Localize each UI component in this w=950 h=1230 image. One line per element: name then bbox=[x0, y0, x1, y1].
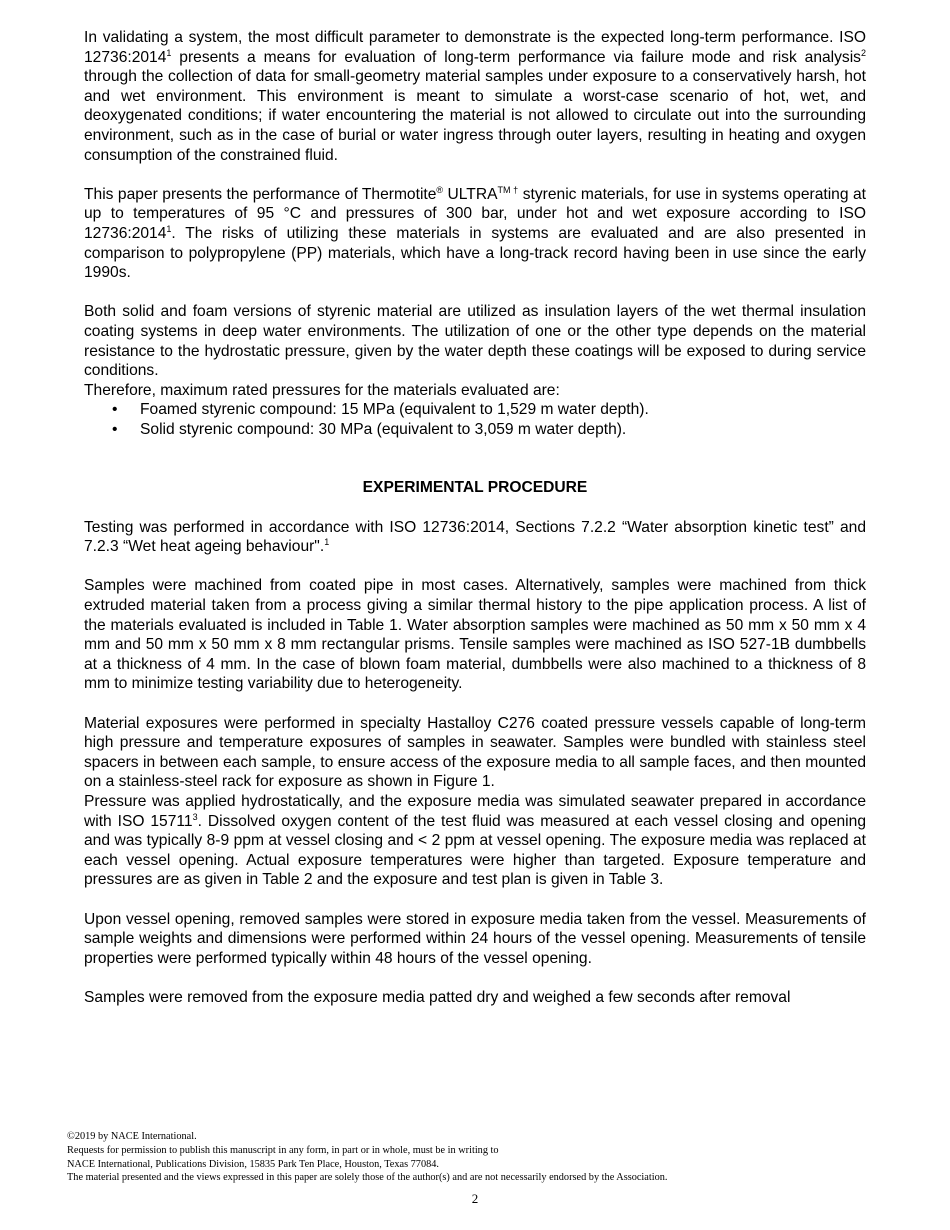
list-item: • Foamed styrenic compound: 15 MPa (equivalent to 1,529 m water depth). bbox=[112, 401, 649, 419]
paragraph-exposures: Material exposures were performed in specialty Hastalloy C276 coated pressure vessels capable of long-term high pressure and temperature exposures of samples in seawater. Samples were bundled with stainless steel spacers in between each sample, to ensure access of the exposure media to all sample faces, and then mounted on a stainless-steel rack for exposure as shown in Figure 1. bbox=[84, 714, 866, 791]
paragraph-max-pressures: Therefore, maximum rated pressures for the materials evaluated are: bbox=[84, 381, 560, 399]
section-heading: EXPERIMENTAL PROCEDURE bbox=[362, 479, 588, 497]
paragraph-removal: Samples were removed from the exposure media patted dry and weighed a few seconds after removal bbox=[84, 988, 791, 1006]
document-body bbox=[84, 28, 866, 1008]
footer-line: NACE International, Publications Division, 15835 Park Ten Place, Houston, Texas 77084. bbox=[67, 1158, 439, 1170]
footer-line: The material presented and the views expressed in this paper are solely those of the author(s) and are not necessarily endorsed by the Association. bbox=[67, 1172, 668, 1184]
page-number: 2 bbox=[471, 1191, 479, 1206]
footnote-ref: 1 bbox=[166, 223, 172, 234]
paragraph-intro: In validating a system, the most difficult parameter to demonstrate is the expected long-term performance. ISO 12736:2014$^1$ presents a means for evaluation of long-term performance via failure mode and risk analysis$^2$ through the collection of data for small-geometry material samples under exposure to a conservatively harsh, hot and wet environment. This environment is meant to simulate a worst-case scenario of hot, wet, and deoxygenated conditions; if water encountering the material is not allowed to circulate out into the surrounding environment, such as in the case of burial or water ingress through outer layers, resulting in heating and oxygen consumption of the constrained fluid. bbox=[84, 29, 866, 164]
footnote-ref: 2 bbox=[860, 47, 866, 58]
paragraph-samples: Samples were machined from coated pipe in most cases. Alternatively, samples were machined from thick extruded material taken from a process giving a similar thermal history to the pipe application process. A list of the materials evaluated is included in Table 1. Water absorption samples were machined as 50 mm x 50 mm x 4 mm and 50 mm x 50 mm x 8 mm rectangular prisms. Tensile samples were machined as ISO 527-1B dumbbells at a thickness of 4 mm. In the case of blown foam material, dumbbells were also machined to a thickness of 8 mm to minimize testing variability due to heterogeneity. bbox=[84, 577, 866, 693]
footer-line: ©2019 by NACE International. bbox=[67, 1131, 197, 1142]
paragraph-thermotite: This paper presents the performance of Thermotite® $ULTRA^{TM \dagger}$ styrenic materials, for use in systems operating at up to temperatures of 95 °C and pressures of 300 bar, under hot and wet exposure according to ISO 12736:2014$^1$. The risks of utilizing these materials in systems are evaluated and are also presented in comparison to polypropylene (PP) materials, which have a long-track record having been in use since the early 1990s. bbox=[84, 184, 866, 282]
footnote-ref: 1 bbox=[166, 47, 172, 58]
paragraph-testing: Testing was performed in accordance with ISO 12736:2014, Sections 7.2.2 “Water absorption kinetic test” and 7.2.3 “Wet heat ageing behaviour".$^1$ bbox=[84, 518, 866, 556]
bullet-icon: • bbox=[112, 420, 118, 438]
footnote-ref: 3 bbox=[192, 811, 198, 822]
registered-mark: ® bbox=[436, 184, 444, 195]
copyright-footer bbox=[67, 1130, 887, 1185]
paragraph-solid-foam: Both solid and foam versions of styrenic material are utilized as insulation layers of the wet thermal insulation coating systems in deep water environments. The utilization of one or the other type depends on the material resistance to the hydrostatic pressure, given by the water depth these coatings will be exposed to during service conditions. bbox=[84, 303, 866, 380]
footnote-ref: 1 bbox=[324, 537, 330, 548]
pressure-bullet-list bbox=[84, 400, 866, 439]
paragraph-pressure: Pressure was applied hydrostatically, and the exposure media was simulated seawater prepared in accordance with ISO 15711$^3$. Dissolved oxygen content of the test fluid was measured at each vessel closing and opening and was typically 8-9 ppm at vessel closing and < 2 ppm at vessel opening. The exposure media was replaced at each vessel opening. Actual exposure temperatures were higher than targeted. Exposure temperature and pressures are as given in Table 2 and the exposure and test plan is given in Table 3. bbox=[84, 792, 866, 889]
list-item: • Solid styrenic compound: 30 MPa (equivalent to 3,059 m water depth). bbox=[112, 420, 627, 438]
bullet-icon: • bbox=[112, 401, 118, 419]
paragraph-vessel-opening: Upon vessel opening, removed samples were stored in exposure media taken from the vessel. Measurements of sample weights and dimensions were performed within 24 hours of the vessel opening. Measurements of tensile properties were performed typically within 48 hours of the vessel opening. bbox=[84, 910, 866, 967]
trademark-mark: TM † bbox=[497, 184, 519, 195]
footer-line: Requests for permission to publish this manuscript in any form, in part or in whole, must be in writing to bbox=[67, 1144, 499, 1156]
